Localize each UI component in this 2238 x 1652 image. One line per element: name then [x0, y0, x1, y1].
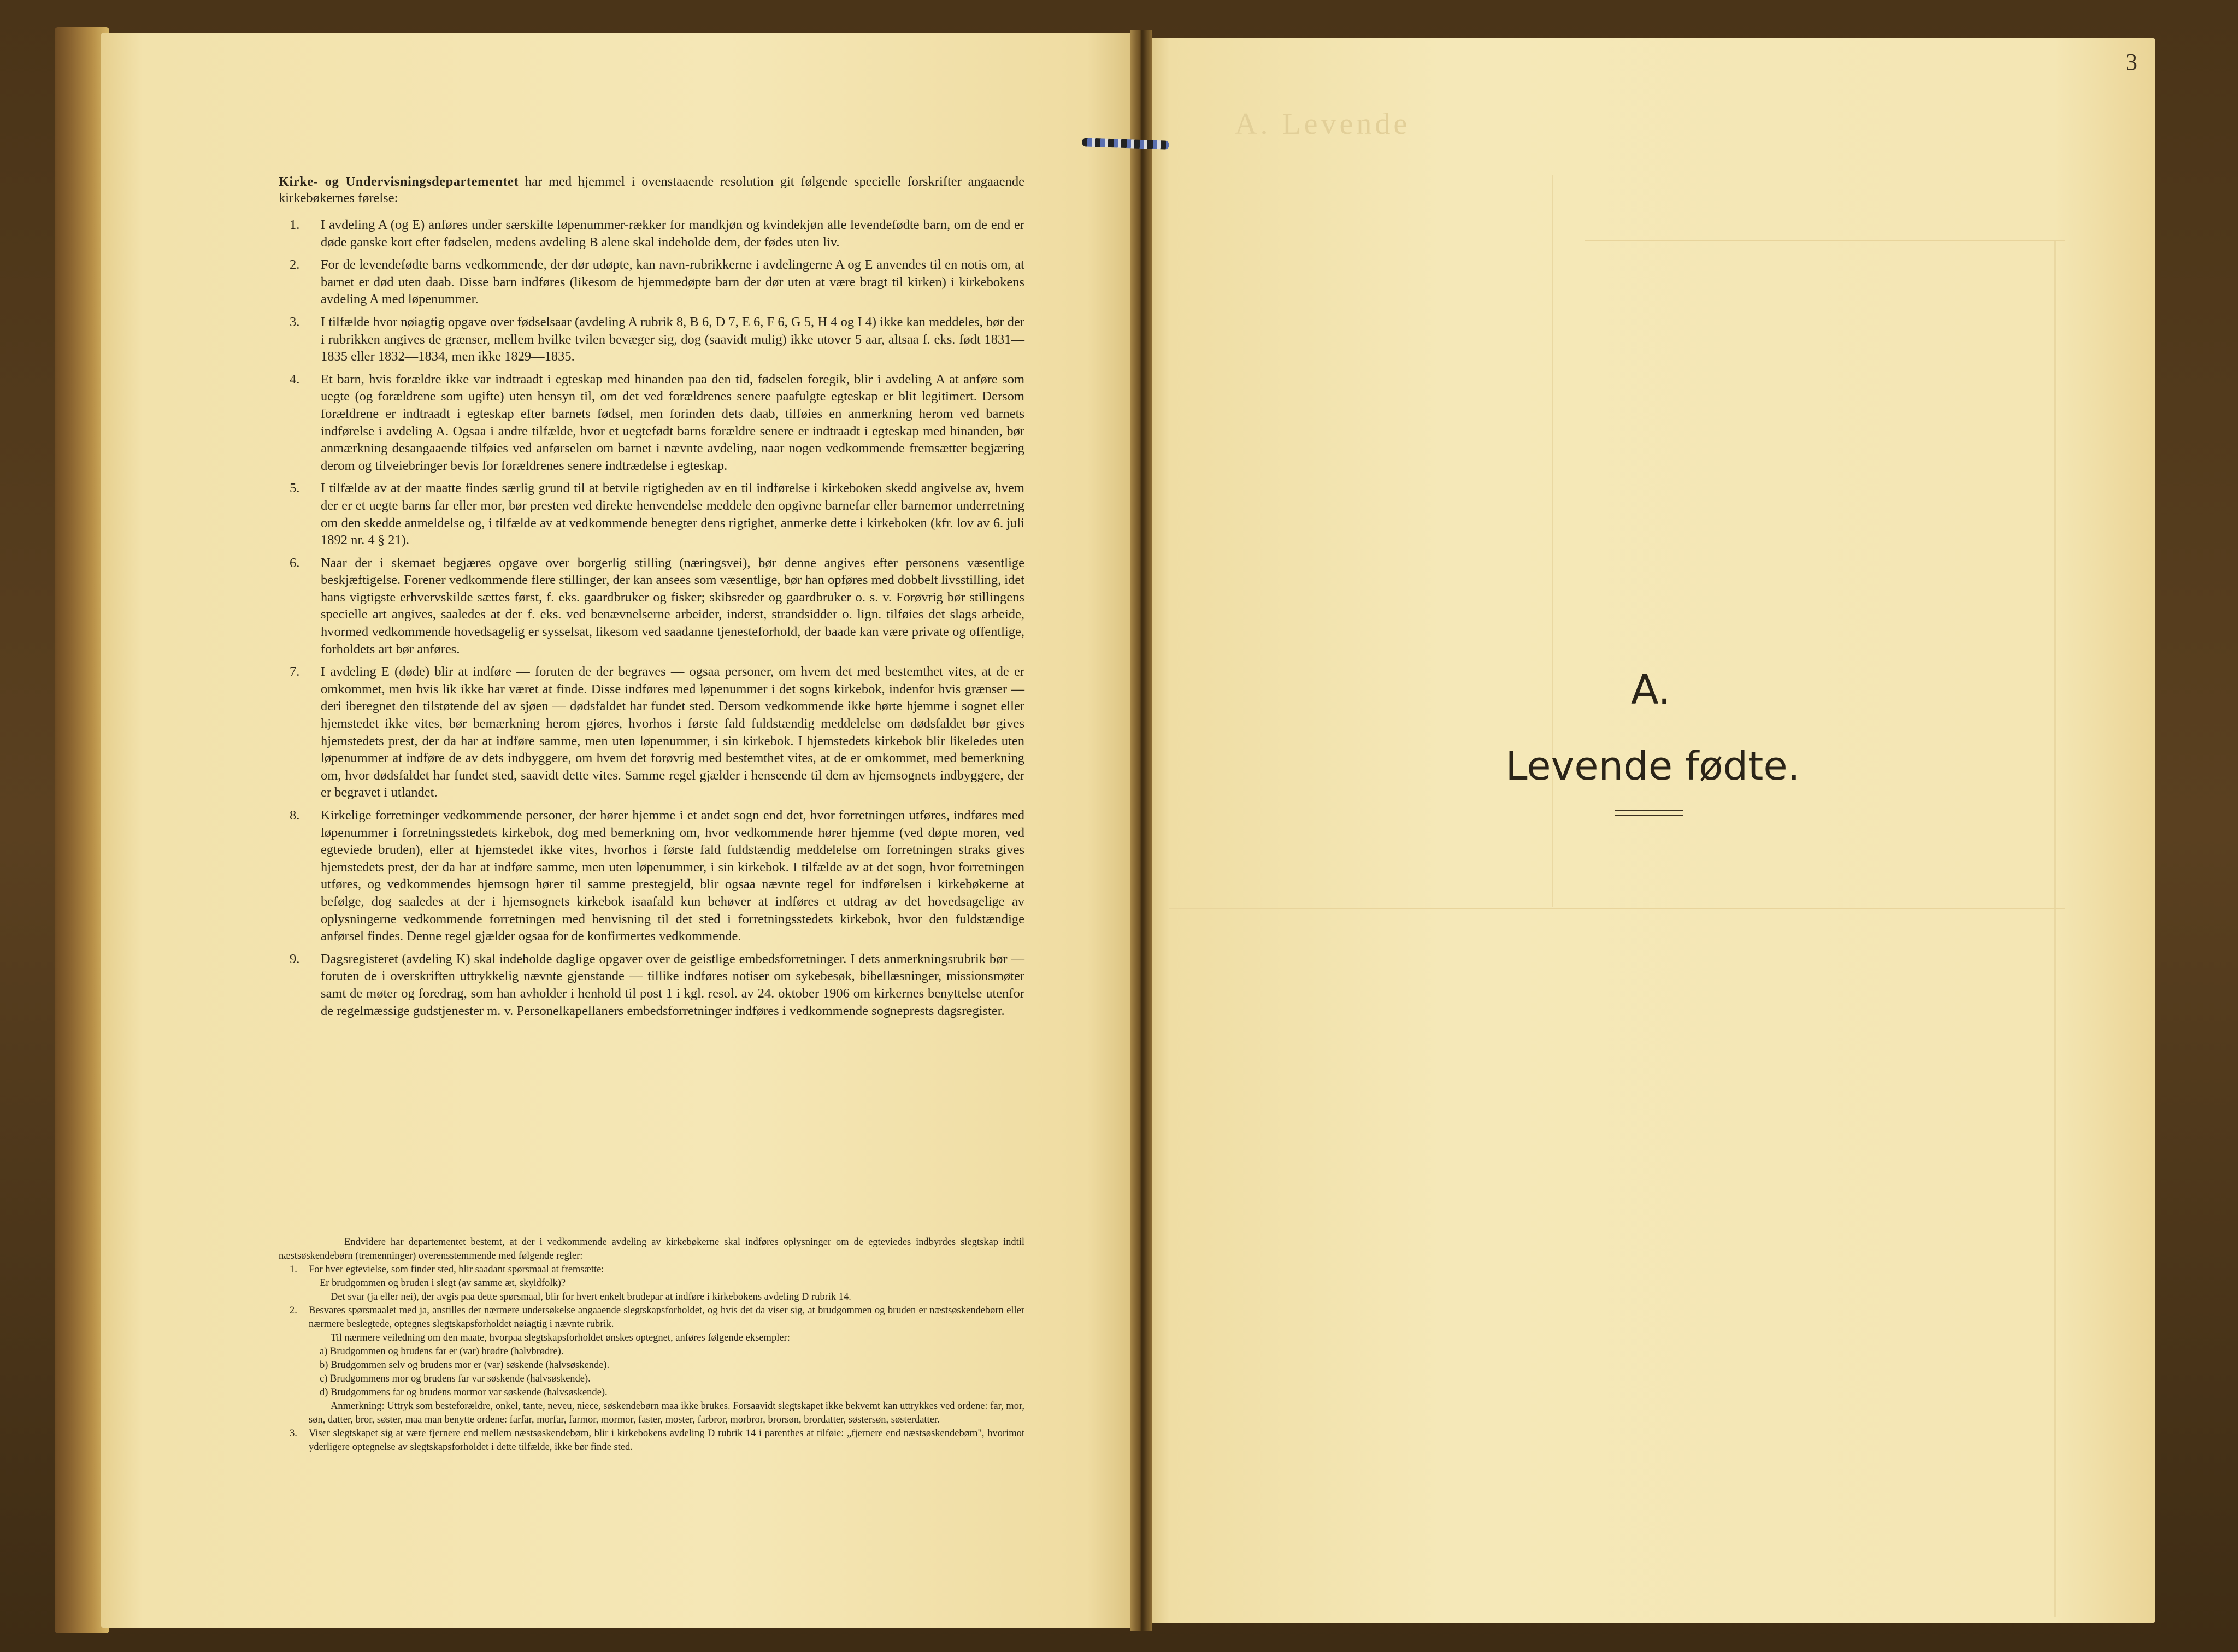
ruled-line	[1585, 240, 2065, 241]
rule-text: I avdeling E (døde) blir at indføre — foruten de der begraves — ogsaa personer, om hvem det med bestemthet vites, at de er omkommet, men hvis lik ikke har været at finde. Disse indføres med løpenummer i det sogns kirkebok, indenfor hvis grænser — deri iberegnet den tilstøtende del av sjøen — dødsfaldet har fundet sted. Dersom vedkommende ikke hørte hjemme i sognet eller hjemstedet ikke vites, bør bemærkning herom gjøres, hvorhos i første fald fuldstændig meddelelse om dødsfaldet bør gives hjemstedets prest, der da har at indføre samme, men uten løpenummer, i sin kirkebok. I hjemstedets kirkebok blir likeledes uten løpenummer at indføre de av dets indbyggere, om hvem det forøvrig med bestemthet vites, at de er omkommet, med bemerkning om, hvor dødsfaldet har fundet sted, saavidt dette vites. Samme regel gjælder i henseende til dem av hjemsognets indbyggere, der er begravet i utlandet.	[321, 664, 1024, 800]
rule-item	[290, 371, 1024, 475]
rule-item	[290, 314, 1024, 365]
rule-text: Naar der i skemaet begjæres opgave over borgerlig stilling (næringsvei), bør denne angives efter personens væsentlige beskjæftigelse. Forener vedkommende flere stillinger, der kan ansees som væsentlige, bør han opføres med dobbelt livsstilling, idet hans vigtigste erhvervskilde sættes først, f. eks. gaardbruker og fisker; skibsreder og gaardbruker o. s. v. Forøvrig bør stillingens specielle art angives, saaledes at der f. eks. ved benævnelserne arbeider, inderst, strandsidder o. lign. tilføies det slags arbeide, hvormed vedkommende hovedsagelig er sysselsat, likesom ved saadanne tjenesteforhold, der baade kan være private og offentlige, forholdets art bør anføres.	[321, 555, 1024, 657]
rule-item	[290, 480, 1024, 548]
footnote-note: Anmerkning: Uttryk som besteforældre, onkel, tante, neveu, niece, søskendebørn maa ikke brukes. Forsaavidt slegtskapet ikke bekvemt kan uttrykkes ved ordene: far, mor, søn, datter, bror, søster, maa man benytte ordene: farfar, morfar, farmor, mormor, faster, moster, farbror, morbror, brorsøn, brordatter, søstersøn, søsterdatter.	[309, 1401, 1024, 1425]
footnote-number: 3.	[290, 1428, 297, 1439]
rule-item	[290, 663, 1024, 801]
rule-number: 5.	[290, 481, 300, 496]
right-page	[1139, 38, 2155, 1622]
footnote-example: a) Brudgommen og brudens far er (var) brødre (halvbrødre).	[320, 1346, 564, 1357]
ruled-line	[1552, 175, 1553, 907]
rule-number: 2.	[290, 257, 300, 273]
rule-number: 7.	[290, 664, 300, 680]
page-gutter	[1130, 30, 1152, 1631]
footnote-block	[279, 1236, 1024, 1454]
rules-list	[290, 216, 1024, 1025]
footnote-text: For hver egtevielse, som finder sted, blir saadant spørsmaal at fremsætte:	[309, 1264, 604, 1275]
rule-item	[290, 807, 1024, 945]
rule-text: I tilfælde hvor nøiagtig opgave over fødselsaar (avdeling A rubrik 8, B 6, D 7, E 6, F 6, G 5, H 4 og I 4) ikke kan meddeles, bør der i rubrikken angives de grænser, mellem hvilke tvilen bevæger sig, dog (saavidt mulig) ikke utover 5 aar, altsaa f. eks. født 1831—1835 eller 1832—1834, men ikke 1829—1835.	[321, 314, 1024, 364]
rule-text: Dagsregisteret (avdeling K) skal indeholde daglige opgaver over de geistlige embedsforretninger. I dets anmerkningsrubrik bør — foruten de i overskriften uttrykkelig nævnte gjenstande — tillike indføres notiser om sykebesøk, bibellæsninger, missionsmøter samt de møter og foredrag, som han avholder i henhold til post 1 i kgl. resol. av 24. oktober 1906 om kirkernes benyttelse utenfor de regelmæssige gudstjenester m. v. Personelkapellaners embedsforretninger indføres i vedkommende sogneprests dagsregister.	[321, 951, 1024, 1018]
footnote-number: 1.	[290, 1264, 297, 1275]
footnote-examples-intro: Til nærmere veiledning om den maate, hvorpaa slegtskapsforholdet ønskes optegnet, anføres følgende eksempler:	[331, 1332, 790, 1343]
rule-text: Kirkelige forretninger vedkommende personer, der hører hjemme i et andet sogn end det, hvor forretningen utføres, indføres med løpenummer i forretningsstedets kirkebok, dog med bemerkning om, hvor vedkommende hører hjemme (ved døpte moren, ved egteviede bruden), eller at hjemstedet ikke vites, hvorhos i første fald fuldstændig meddelelse om forretningen straks gives hjemstedets prest, der da har at indføre samme, men uten løpenummer, i sin kirkebok. I tilfælde av at det sogn, hvor forretningen utføres, og vedkommendes hjemsogn hører til samme prestegjeld, blir ogsaa nævnte regel for indførelsen i kirkebøkerne at befølge, dog saaledes at der i hjemsognets kirkebok isaafald kun behøver at indføres et utdrag av det hovedsagelige av oplysningerne vedkommende forretningen med henvisning til det sted i forretningsstedets kirkebok, hvor den fuldstændige anførsel findes. Denne regel gjælder ogsaa for de konfirmertes vedkommende.	[321, 808, 1024, 944]
title-rule	[1615, 810, 1683, 811]
department-name: Kirke- og Undervisningsdepartementet	[279, 174, 519, 189]
faint-header: A. Levende	[1235, 107, 1411, 141]
footnote-example: c) Brudgommens mor og brudens far var søskende (halvsøskende).	[320, 1373, 591, 1384]
ruled-line	[2054, 240, 2056, 1617]
rule-text: I tilfælde av at der maatte findes særlig grund til at betvile rigtigheden av en til indførelse i kirkeboken skedd angivelse av, hvem der er et uegte barns far eller mor, bør presten ved direkte henvendelse meddele den opgivne barnefar eller barnemor underretning om den skedde anmeldelse og, i tilfælde av at vedkommende benegter dens rigtighet, anmerke dette i kirkeboken (kfr. lov av 6. juli 1892 nr. 4 § 21).	[321, 481, 1024, 548]
footnote-item	[279, 1304, 1024, 1331]
footnote-item	[279, 1263, 1024, 1277]
rule-item	[290, 256, 1024, 308]
footnote-example: b) Brudgommen selv og brudens mor er (var) søskende (halvsøskende).	[320, 1360, 610, 1371]
intro-text: har med hjemmel i ovenstaaende resolution git følgende specielle forskrifter angaaende kirkebøkernes førelse:	[279, 174, 1024, 205]
rule-item	[290, 951, 1024, 1019]
rule-number: 1.	[290, 217, 300, 232]
rule-number: 4.	[290, 371, 300, 387]
section-title: Levende fødte.	[1505, 743, 1800, 789]
rule-text: I avdeling A (og E) anføres under særskilte løpenummer-rækker for mandkjøn og kvindekjøn alle levendefødte barn, om de end er døde ganske kort efter fødselen, medens avdeling B alene skal indeholde dem, der fødes uten liv.	[321, 217, 1024, 250]
intro-paragraph	[279, 174, 1024, 206]
title-rule	[1615, 815, 1683, 816]
footnote-example: d) Brudgommens far og brudens mormor var søskende (halvsøskende).	[320, 1387, 608, 1398]
rule-text: Et barn, hvis forældre ikke var indtraadt i egteskap med hinanden paa den tid, fødselen foregik, blir i avdeling A at anføre som uegte (og forældrene som ugifte) uten hensyn til, om det ved forældrenes senere paafulgte egteskap er blit legitimert. Dersom forældrene er indtraadt i egteskap efter barnets fødsel, men forinden dets daab, tilføies en anmerkning herom ved barnets indførelse i avdeling A. Ogsaa i andre tilfælde, hvor et uegtefødt barns forældre senere er indtraadt i egteskap med hinanden, bør anmærkning desangaaende tilføies ved anførselen om barnet i nævnte avdeling, naar nogen vedkommende fremsætter begjæring derom og tilveiebringer bevis for forældrenes senere indtrædelse i egteskap.	[321, 371, 1024, 473]
ruled-line	[1169, 908, 2065, 909]
section-letter: A.	[1631, 666, 1671, 713]
footnote-lead: Endvidere har departementet bestemt, at der i vedkommende avdeling av kirkebøkerne skal indføres oplysninger om de egteviedes indbyrdes slegtskap indtil næstsøskendebørn (tremenninger) overensstemmende med følgende regler:	[279, 1237, 1024, 1261]
rule-number: 6.	[290, 555, 300, 570]
rule-number: 3.	[290, 314, 300, 329]
footnote-answer: Det svar (ja eller nei), der avgis paa dette spørsmaal, blir for hvert enkelt brudepar at indføre i kirkebokens avdeling D rubrik 14.	[331, 1291, 851, 1302]
footnote-text: Besvares spørsmaalet med ja, anstilles der nærmere undersøkelse angaaende slegtskapsforholdet, og hvis det da viser sig, at brudgommen og bruden er næstsøskendebørn eller nærmere beslegtede, optegnes slegtskapsforholdet nøiagtig i nævnte rubrik.	[309, 1305, 1024, 1330]
rule-text: For de levendefødte barns vedkommende, der dør udøpte, kan navn-rubrikkerne i avdelingerne A og E anvendes til en notis om, at barnet er død uten daab. Disse barn indføres (likesom de hjemmedøpte barn der dør uten at være bragt til kirken) i kirkebokens avdeling A med løpenummer.	[321, 257, 1024, 307]
rule-item	[290, 216, 1024, 251]
rule-number: 8.	[290, 808, 300, 823]
rule-item	[290, 554, 1024, 658]
page-number: 3	[2125, 49, 2137, 75]
footnote-number: 2.	[290, 1305, 297, 1316]
footnote-text: Viser slegtskapet sig at være fjernere end mellem næstsøskendebørn, blir i kirkebokens avdeling D rubrik 14 i parenthes at tilføie: „fjernere end næstsøskendebørn", hvorimot yderligere optegnelse av slegtskapsforholdet i dette tilfælde, ikke bør finde sted.	[309, 1428, 1024, 1453]
footnote-item	[279, 1427, 1024, 1454]
footnote-question: Er brudgommen og bruden i slegt (av samme æt, skyldfolk)?	[320, 1278, 566, 1289]
rule-number: 9.	[290, 951, 300, 966]
